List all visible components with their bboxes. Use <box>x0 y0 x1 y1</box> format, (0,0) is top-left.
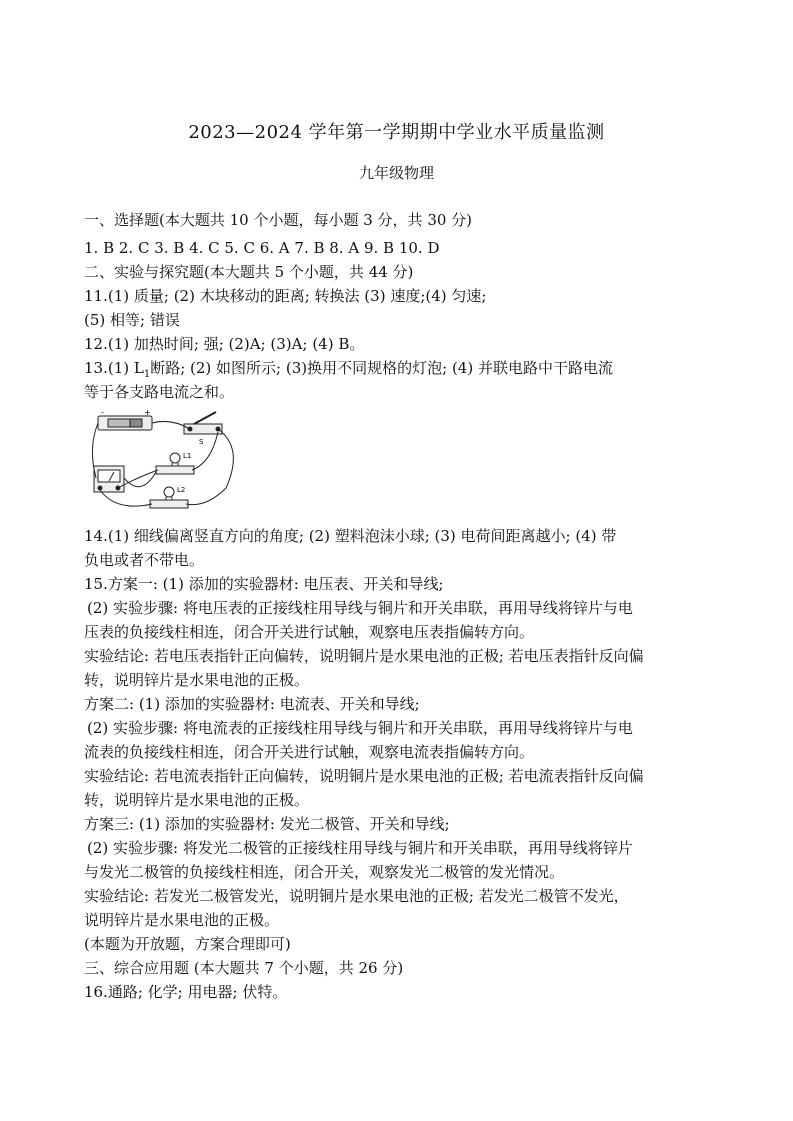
circuit-diagram <box>86 408 246 520</box>
q13-prefix: 13.(1) L <box>84 359 144 377</box>
q15-line-7: (2) 实验步骤: 将电流表的正接线柱用导线与铜片和开关串联，再用导线将锌片与电 <box>87 719 633 737</box>
q15-line-3: 压表的负接线柱相连，闭合开关进行试触，观察电压表指偏转方向。 <box>84 623 535 641</box>
q15-line-9: 实验结论: 若电流表指针正向偏转，说明铜片是水果电池的正极; 若电流表指针反向偏 <box>84 767 644 785</box>
q11-line-2: (5) 相等; 错误 <box>84 311 180 329</box>
q15-line-13: 与发光二极管的负接线柱相连，闭合开关，观察发光二极管的发光情况。 <box>84 863 565 881</box>
q15-line-14: 实验结论: 若发光二极管发光，说明铜片是水果电池的正极; 若发光二极管不发光， <box>84 887 629 905</box>
q15-line-4: 实验结论: 若电压表指针正向偏转，说明铜片是水果电池的正极; 若电压表指针反向偏 <box>84 647 644 665</box>
q15-line-15: 说明锌片是水果电池的正极。 <box>84 911 280 929</box>
lamp-l2-label: L2 <box>177 486 186 494</box>
q14-line-2: 负电或者不带电。 <box>84 551 205 569</box>
lamp-l1-label: L1 <box>183 452 192 460</box>
section-1-answers: 1. B 2. C 3. B 4. C 5. C 6. A 7. B 8. A 9. B 10. D <box>84 239 440 257</box>
battery-plus-label: + <box>144 408 151 417</box>
q15-line-1: 15.方案一: (1) 添加的实验器材: 电压表、开关和导线; <box>84 575 444 593</box>
switch-label: S <box>199 438 204 446</box>
q13-subscript: 1 <box>143 369 151 380</box>
q16-line: 16.通路; 化学; 用电器; 伏特。 <box>84 983 288 1001</box>
q15-line-12: (2) 实验步骤: 将发光二极管的正接线柱用导线与铜片和开关串联，再用导线将锌片 <box>87 839 633 857</box>
q13-line-1 <box>84 356 724 380</box>
page-subtitle: 九年级物理 <box>358 164 434 182</box>
q14-line-1: 14.(1) 细线偏离竖直方向的角度; (2) 塑料泡沫小球; (3) 电荷间距离越小; (4) 带 <box>84 527 617 545</box>
section-2-heading: 二、实验与探究题(本大题共 5 个小题，共 44 分) <box>84 263 414 281</box>
q13-line-2: 等于各支路电流之和。 <box>84 383 235 401</box>
q15-line-5: 转，说明锌片是水果电池的正极。 <box>84 671 310 689</box>
page-title: 2023—2024 学年第一学期期中学业水平质量监测 <box>188 122 605 143</box>
q15-line-8: 流表的负接线柱相连，闭合开关进行试触，观察电流表指偏转方向。 <box>84 743 535 761</box>
section-3-heading: 三、综合应用题 (本大题共 7 个小题，共 26 分) <box>84 959 404 977</box>
q15-line-11: 方案三: (1) 添加的实验器材: 发光二极管、开关和导线; <box>84 815 450 833</box>
q12-line: 12.(1) 加热时间; 强; (2)A; (3)A; (4) B。 <box>84 335 365 353</box>
q15-line-2: (2) 实验步骤: 将电压表的正接线柱用导线与铜片和开关串联，再用导线将锌片与电 <box>87 599 633 617</box>
q15-line-6: 方案二: (1) 添加的实验器材: 电流表、开关和导线; <box>84 695 420 713</box>
q15-note: (本题为开放题，方案合理即可) <box>84 935 291 953</box>
q15-line-10: 转，说明锌片是水果电池的正极。 <box>84 791 310 809</box>
q13-rest: 断路; (2) 如图所示; (3)换用不同规格的灯泡; (4) 并联电路中干路电流 <box>150 359 613 377</box>
q11-line-1: 11.(1) 质量; (2) 木块移动的距离; 转换法 (3) 速度;(4) 匀速; <box>84 287 487 305</box>
answer-body <box>84 208 724 1004</box>
section-1-heading: 一、选择题(本大题共 10 个小题，每小题 3 分，共 30 分) <box>84 211 473 229</box>
battery-minus-label: - <box>101 408 104 417</box>
